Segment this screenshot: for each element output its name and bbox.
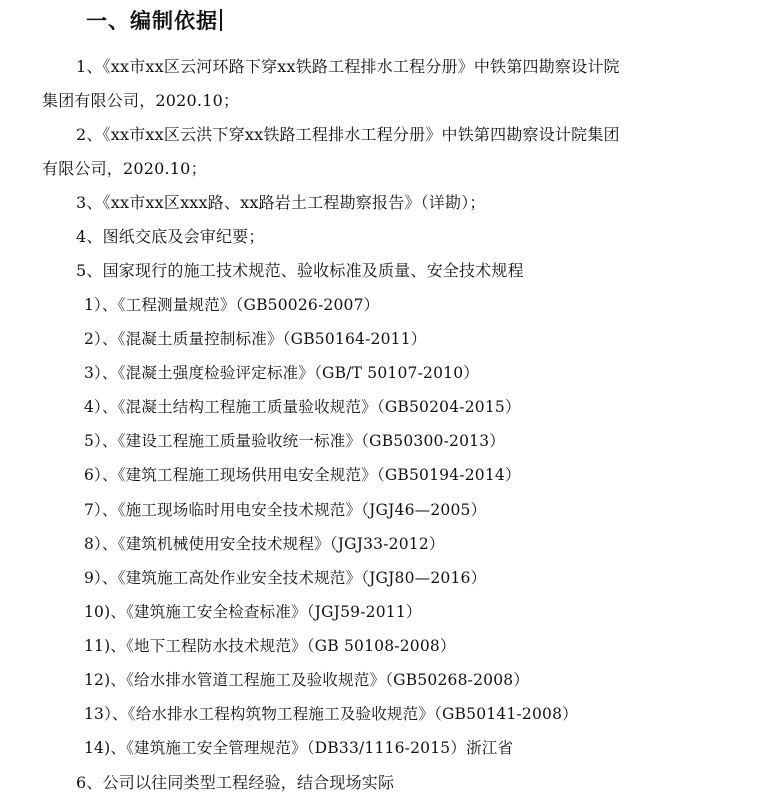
list-item: 2）、《混凝土质量控制标准》（GB50164-2011） bbox=[84, 330, 427, 348]
list-item: 5）、《建设工程施工质量验收统一标准》（GB50300-2013） bbox=[84, 432, 505, 450]
list-item: 3）、《混凝土强度检验评定标准》（GB/T 50107-2010） bbox=[84, 364, 479, 382]
paragraph-line: 3、《xx市xx区xxx路、xx路岩土工程勘察报告》（详勘）； bbox=[76, 193, 486, 212]
paragraph-line: 有限公司，2020.10； bbox=[42, 159, 207, 178]
paragraph-line: 1、《xx市xx区云河环路下穿xx铁路工程排水工程分册》中铁第四勘察设计院 bbox=[76, 57, 620, 76]
list-item: 13）、《给水排水工程构筑物工程施工及验收规范》（GB50141-2008） bbox=[84, 705, 578, 723]
paragraph-line: 2、《xx市xx区云洪下穿xx铁路工程排水工程分册》中铁第四勘察设计院集团 bbox=[76, 125, 620, 144]
paragraph-line: 集团有限公司，2020.10； bbox=[42, 91, 240, 110]
list-item: 7）、《施工现场临时用电安全技术规范》（JGJ46—2005） bbox=[84, 501, 487, 519]
list-item: 11)、《地下工程防水技术规范》（GB 50108-2008） bbox=[84, 637, 456, 655]
list-item: 12)、《给水排水管道工程施工及验收规范》（GB50268-2008） bbox=[84, 671, 530, 689]
section-heading-text: 一、编制依据 bbox=[86, 8, 218, 33]
list-item: 1）、《工程测量规范》（GB50026-2007） bbox=[84, 296, 380, 314]
list-item: 8）、《建筑机械使用安全技术规程》（JGJ33-2012） bbox=[84, 535, 445, 553]
section-heading bbox=[86, 7, 222, 35]
list-item: 6）、《建筑工程施工现场供用电安全规范》（GB50194-2014） bbox=[84, 466, 521, 484]
list-item: 10)、《建筑施工安全检查标准》（JGJ59-2011） bbox=[84, 603, 422, 621]
text-cursor bbox=[220, 9, 222, 31]
paragraph-line: 5、国家现行的施工技术规范、验收标准及质量、安全技术规程 bbox=[76, 261, 524, 280]
list-item: 9）、《建筑施工高处作业安全技术规范》（JGJ80—2016） bbox=[84, 569, 487, 587]
paragraph-line: 6、公司以往同类型工程经验，结合现场实际 bbox=[76, 773, 395, 792]
paragraph-line: 4、图纸交底及会审纪要； bbox=[76, 227, 265, 246]
list-item: 4）、《混凝土结构工程施工质量验收规范》（GB50204-2015） bbox=[84, 398, 521, 416]
list-item: 14)、《建筑施工安全管理规范》（DB33/1116-2015）浙江省 bbox=[84, 739, 514, 757]
